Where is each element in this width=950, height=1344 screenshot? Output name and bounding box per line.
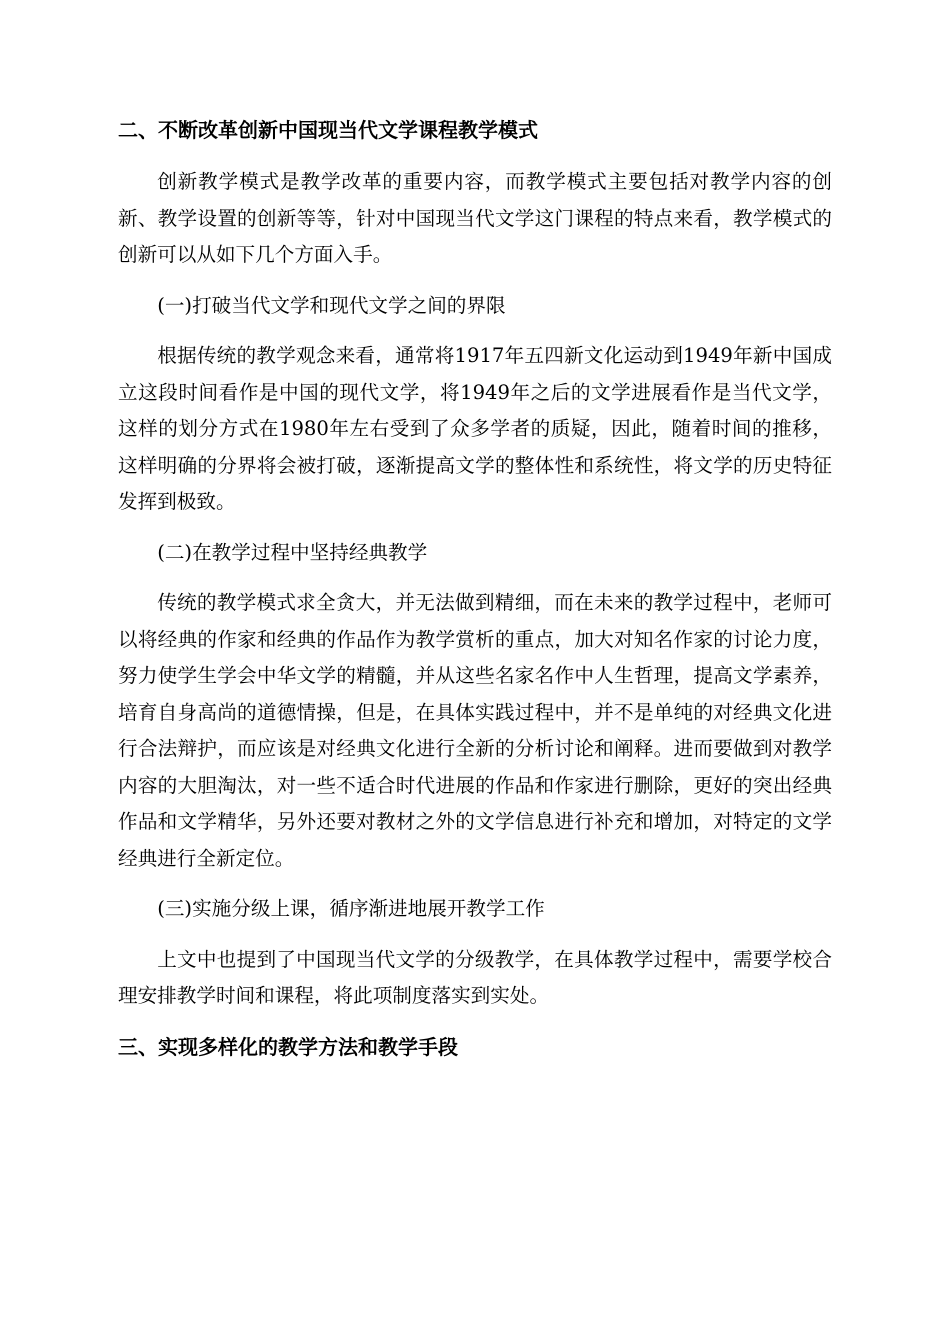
document-page [118, 112, 832, 1065]
subsection-2-title: (二)在教学过程中坚持经典教学 [157, 540, 428, 564]
subsection-2-paragraph: 传统的教学模式求全贪大，并无法做到精细，而在未来的教学过程中，老师可以将经典的作家和经典的作品作为教学赏析的重点，加大对知名作家的讨论力度，努力使学生学会中华文学的精髓，并从这些名家名作中人生哲理，提高文学素养，培育自身高尚的道德情操，但是，在具体实践过程中，并不是单纯的对经典文化进行合法辩护，而应该是对经典文化进行全新的分析讨论和阐释。进而要做到对教学内容的大胆淘汰，对一些不适合时代进展的作品和作家进行删除，更好的突出经典作品和文学精华，另外还要对教材之外的文学信息进行补充和增加，对特定的文学经典进行全新定位。 [118, 591, 832, 870]
subsection-1-paragraph: 根据传统的教学观念来看，通常将1917年五四新文化运动到1949年新中国成立这段时间看作是中国的现代文学，将1949年之后的文学进展看作是当代文学，这样的划分方式在1980年左右受到了众多学者的质疑，因此，随着时间的推移，这样明确的分界将会被打破，逐渐提高文学的整体性和系统性，将文学的历史特征发挥到极致。 [118, 344, 832, 513]
subsection-3-title: (三)实施分级上课，循序渐进地展开教学工作 [157, 897, 545, 920]
section-3-heading: 三、实现多样化的教学方法和教学手段 [118, 1034, 458, 1059]
section-2-heading: 二、不断改革创新中国现当代文学课程教学模式 [118, 118, 538, 142]
subsection-1-title: (一)打破当代文学和现代文学之间的界限 [157, 293, 506, 317]
subsection-3-paragraph: 上文中也提到了中国现当代文学的分级教学，在具体教学过程中，需要学校合理安排教学时间和课程，将此项制度落实到实处。 [118, 947, 832, 1007]
section-2-intro-paragraph: 创新教学模式是教学改革的重要内容，而教学模式主要包括对教学内容的创新、教学设置的创新等等，针对中国现当代文学这门课程的特点来看，教学模式的创新可以从如下几个方面入手。 [118, 170, 832, 266]
